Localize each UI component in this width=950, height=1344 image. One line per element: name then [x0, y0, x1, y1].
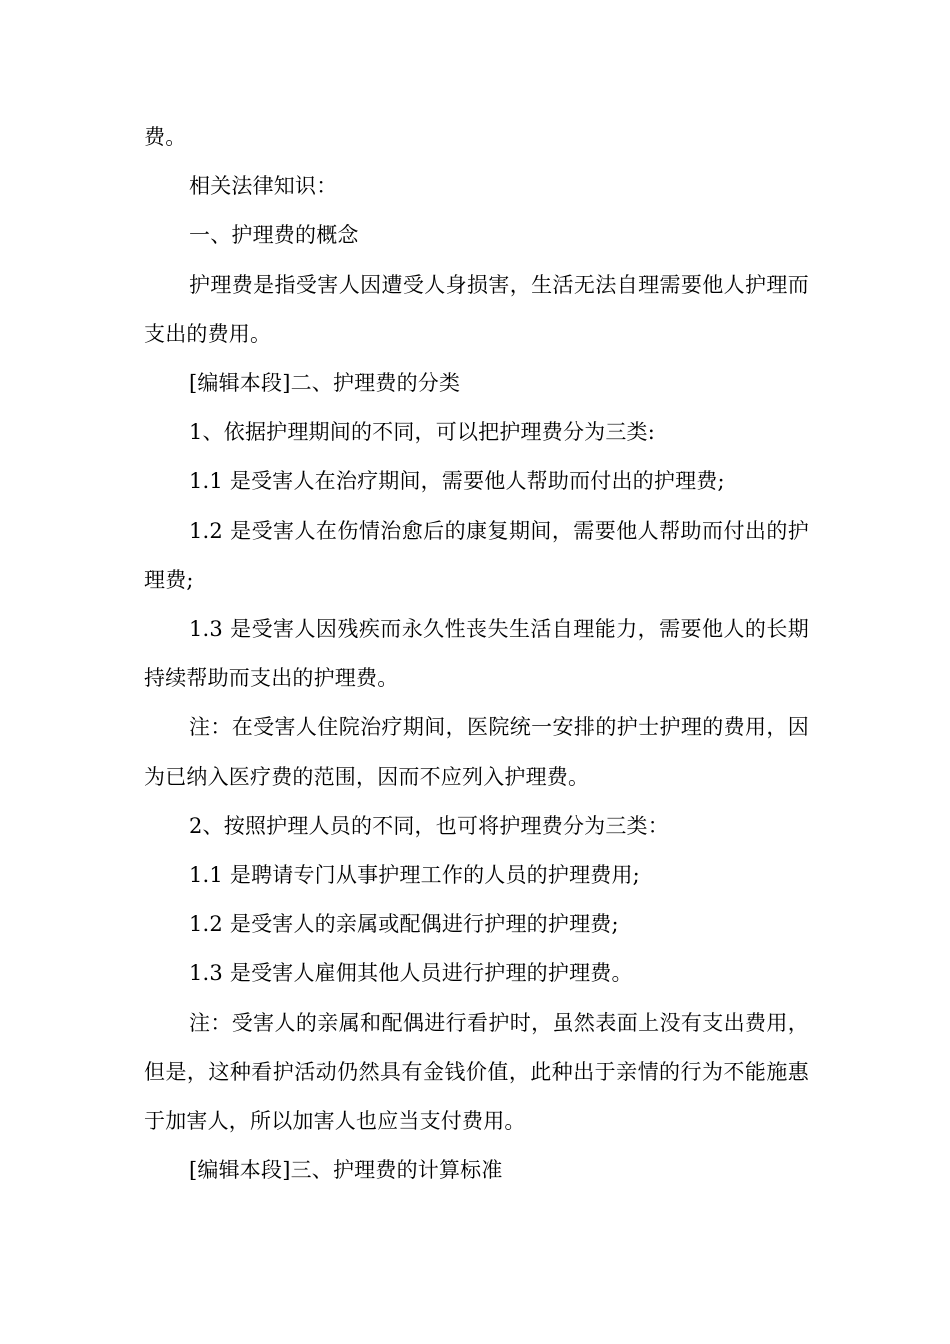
list-item: 1.1 是受害人在治疗期间，需要他人帮助而付出的护理费; [189, 469, 725, 494]
concept-paragraph: 护理费是指受害人因遭受人身损害，生活无法自理需要他人护理而支出的费用。 [144, 272, 809, 346]
section-heading-standard: [编辑本段]三、护理费的计算标准 [189, 1158, 503, 1183]
list-item: 1.3 是受害人因残疾而永久性丧失生活自理能力，需要他人的长期持续帮助而支出的护理费。 [144, 617, 809, 691]
related-law-heading: 相关法律知识： [189, 174, 338, 199]
classification-by-caregiver: 2、按照护理人员的不同，也可将护理费分为三类： [189, 813, 669, 838]
document-body [144, 113, 809, 1195]
list-item: 1.2 是受害人在伤情治愈后的康复期间，需要他人帮助而付出的护理费; [144, 518, 809, 592]
paragraph-continuation: 费。 [144, 125, 187, 149]
note-paragraph: 注：在受害人住院治疗期间，医院统一安排的护士护理的费用，因为已纳入医疗费的范围，因而不应列入护理费。 [144, 715, 809, 789]
list-item: 1.2 是受害人的亲属或配偶进行护理的护理费; [189, 912, 619, 937]
note-paragraph: 注：受害人的亲属和配偶进行看护时，虽然表面上没有支出费用，但是，这种看护活动仍然具有金钱价值，此种出于亲情的行为不能施惠于加害人，所以加害人也应当支付费用。 [144, 1010, 809, 1134]
section-heading-concept: 一、护理费的概念 [189, 223, 359, 248]
section-heading-classification: [编辑本段]二、护理费的分类 [189, 371, 461, 396]
list-item: 1.1 是聘请专门从事护理工作的人员的护理费用; [189, 863, 640, 888]
classification-by-period: 1、依据护理期间的不同，可以把护理费分为三类: [189, 420, 656, 445]
list-item: 1.3 是受害人雇佣其他人员进行护理的护理费。 [189, 961, 633, 986]
